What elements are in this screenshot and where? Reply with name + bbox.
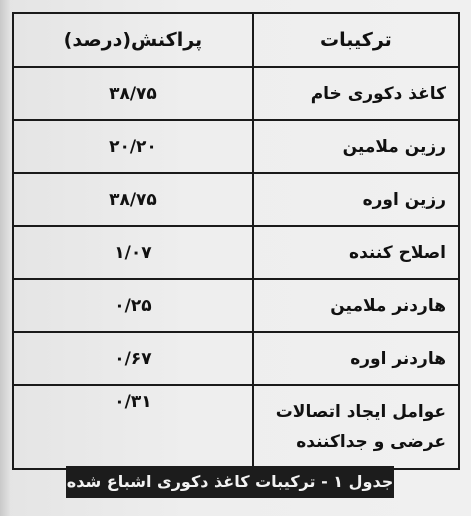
table-row [13,67,459,120]
value-cell: ۲۰/۲۰ [13,120,253,173]
value-cell: ۰/۳۱ [13,385,253,469]
table-row [13,226,459,279]
value-cell: ۳۸/۷۵ [13,67,253,120]
value-cell: ۰/۶۷ [13,332,253,385]
component-cell: هاردنر اوره [253,332,459,385]
table-header-row [13,13,459,67]
header-dispersion-percent: پراکنش(درصد) [13,13,253,67]
component-cell: رزین ملامین [253,120,459,173]
table-caption: جدول ۱ - ترکیبات کاغذ دکوری اشباع شده [66,466,394,498]
value-cell: ۳۸/۷۵ [13,173,253,226]
table-row [13,173,459,226]
component-cell: رزین اوره [253,173,459,226]
table-row [13,279,459,332]
component-line-2: عرضی و جداکننده [296,432,446,452]
component-cell: هاردنر ملامین [253,279,459,332]
table-row [13,385,459,469]
value-cell: ۱/۰۷ [13,226,253,279]
component-line-1: عوامل ایجاد اتصالات [275,402,446,422]
component-cell: کاغذ دکوری خام [253,67,459,120]
component-cell: اصلاح کننده [253,226,459,279]
table-row [13,120,459,173]
component-cell [253,385,459,469]
header-components: ترکیبات [253,13,459,67]
value-cell: ۰/۲۵ [13,279,253,332]
composition-table [12,12,460,470]
table-row [13,332,459,385]
scan-shadow-edge [0,0,10,516]
